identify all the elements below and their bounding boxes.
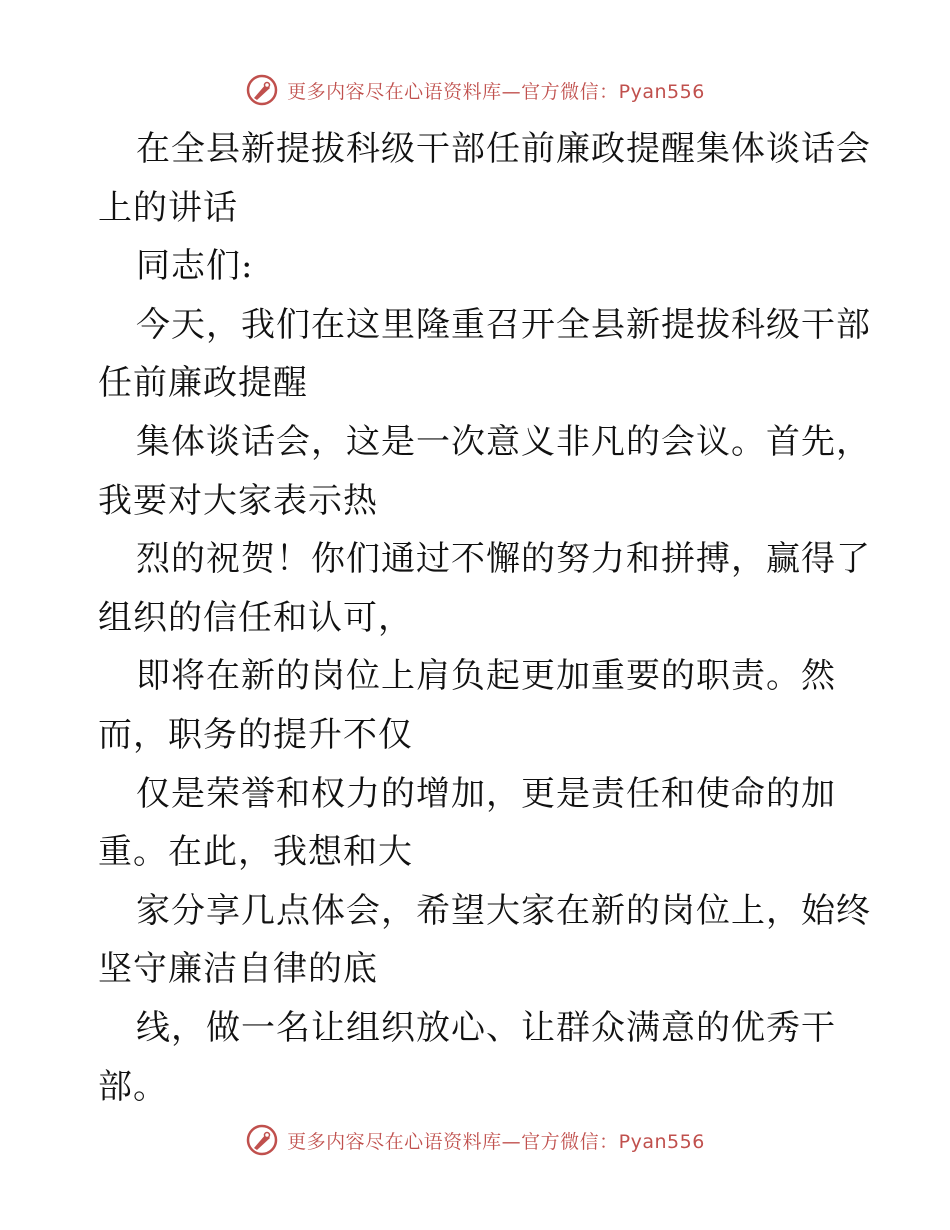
paragraph-line: 坚守廉洁自律的底	[98, 949, 378, 990]
header-banner	[0, 70, 950, 110]
title-line: 在全县新提拔科级干部任前廉政提醒集体谈话会	[136, 129, 871, 169]
paragraph-line: 家分享几点体会，希望大家在新的岗位上，始终	[136, 890, 871, 931]
paragraph-line: 线，做一名让组织放心、让群众满意的优秀干	[136, 1007, 836, 1048]
pen-nib-logo-icon	[245, 73, 279, 107]
paragraph-line: 仅是荣誉和权力的增加，更是责任和使命的加	[136, 773, 836, 814]
title-line: 上的讲话	[98, 187, 238, 228]
paragraph-line: 部。	[98, 1066, 168, 1107]
salutation-line: 同志们:	[136, 246, 254, 287]
paragraph-line: 集体谈话会，这是一次意义非凡的会议。首先，	[136, 421, 871, 462]
paragraph-line: 组织的信任和认可，	[98, 597, 413, 638]
paragraph-line: 今天，我们在这里隆重召开全县新提拔科级干部	[136, 304, 871, 345]
document-body	[98, 120, 871, 1116]
paragraph-line: 重。在此，我想和大	[98, 832, 413, 873]
footer-banner	[0, 1120, 950, 1160]
paragraph-line: 而，职务的提升不仅	[98, 714, 413, 755]
paragraph-line: 即将在新的岗位上肩负起更加重要的职责。然	[136, 656, 836, 697]
paragraph-line: 我要对大家表示热	[98, 480, 378, 521]
pen-nib-logo-icon	[245, 1123, 279, 1157]
header-banner-text: 更多内容尽在心语资料库—官方微信：Pyan556	[287, 80, 705, 103]
paragraph-line: 任前廉政提醒	[98, 363, 308, 404]
paragraph-line: 烈的祝贺！你们通过不懈的努力和拼搏，赢得了	[136, 539, 871, 580]
footer-banner-text: 更多内容尽在心语资料库—官方微信：Pyan556	[287, 1130, 705, 1153]
